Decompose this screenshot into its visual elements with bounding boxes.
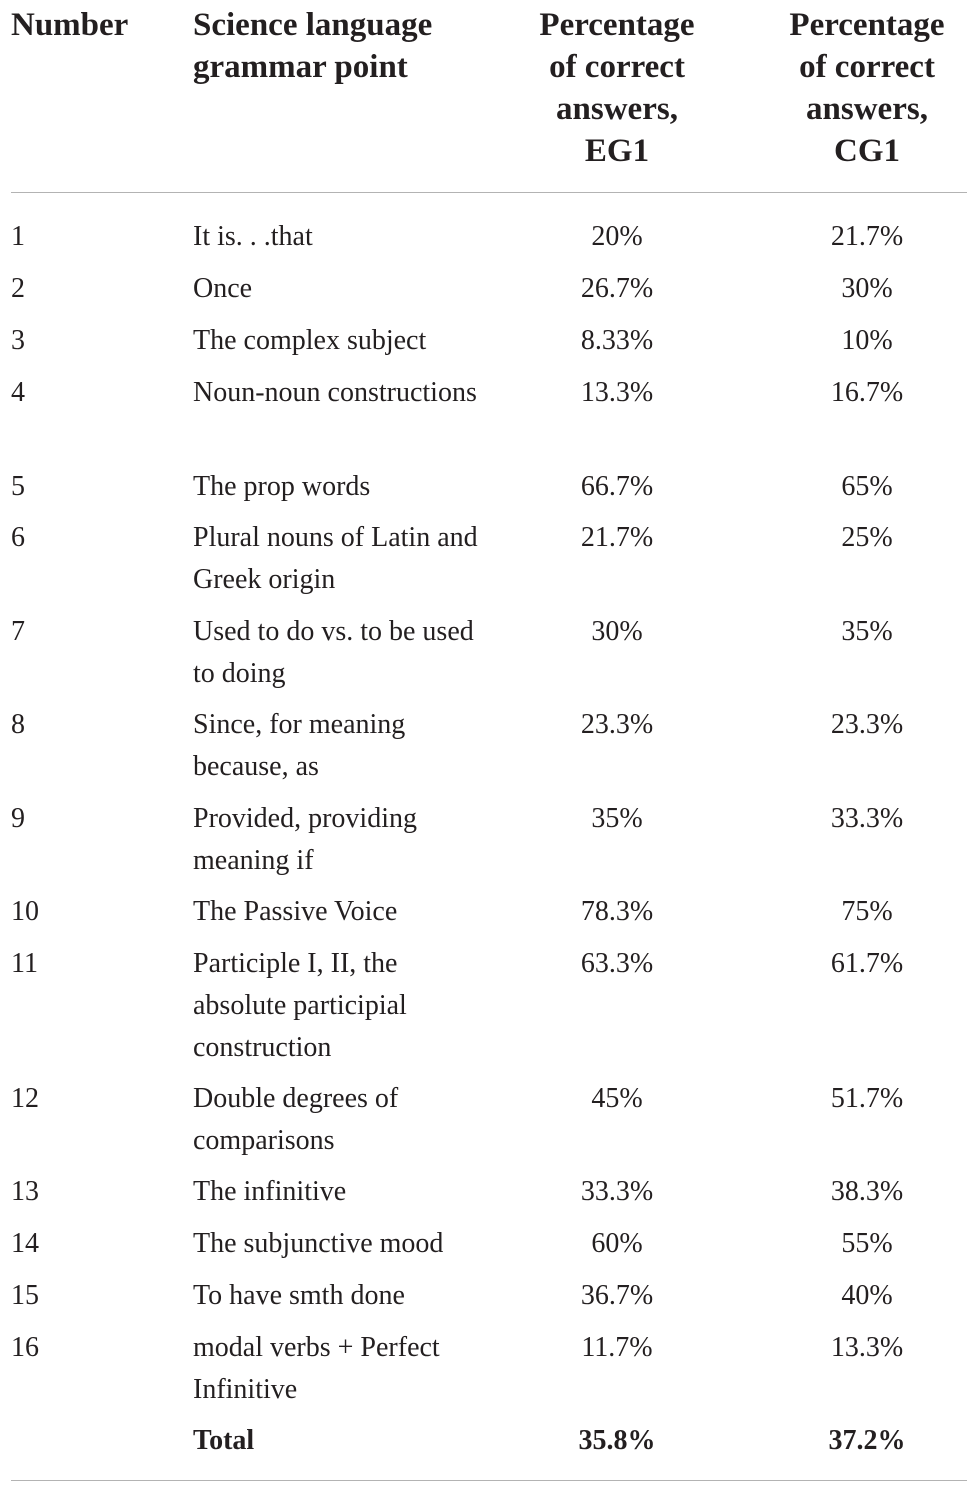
row-number: 8 bbox=[11, 709, 25, 740]
row-number: 13 bbox=[11, 1176, 39, 1207]
row-number: 3 bbox=[11, 325, 25, 356]
row-cg1: 55% bbox=[841, 1228, 893, 1259]
row-cg1: 61.7% bbox=[830, 948, 904, 979]
row-grammar-point: Participle I, II, the absolute participial construction bbox=[193, 948, 407, 1063]
row-number: 9 bbox=[11, 803, 25, 834]
row-cg1: 75% bbox=[841, 896, 893, 927]
table-header bbox=[0, 0, 979, 194]
row-eg1: 13.3% bbox=[580, 377, 654, 408]
row-grammar-point: The complex subject bbox=[193, 325, 427, 356]
row-grammar-point: modal verbs + Perfect Infinitive bbox=[193, 1332, 440, 1405]
row-eg1: 23.3% bbox=[580, 709, 654, 740]
row-eg1: 45% bbox=[591, 1083, 643, 1114]
row-eg1: 33.3% bbox=[580, 1176, 654, 1207]
row-eg1: 63.3% bbox=[580, 948, 654, 979]
row-cg1: 51.7% bbox=[830, 1083, 904, 1114]
row-eg1: 30% bbox=[591, 616, 643, 647]
row-cg1: 13.3% bbox=[830, 1332, 904, 1363]
row-cg1: 23.3% bbox=[830, 709, 904, 740]
row-grammar-point: Double degrees of comparisons bbox=[193, 1083, 399, 1156]
row-cg1: 21.7% bbox=[830, 221, 904, 252]
row-cg1: 10% bbox=[841, 325, 893, 356]
row-grammar-point: It is. . .that bbox=[193, 221, 313, 252]
row-eg1: 60% bbox=[591, 1228, 643, 1259]
row-eg1: 8.33% bbox=[580, 325, 654, 356]
row-cg1: 65% bbox=[841, 471, 893, 502]
row-number: 5 bbox=[11, 471, 25, 502]
row-grammar-point: The infinitive bbox=[193, 1176, 347, 1207]
row-grammar-point: The Passive Voice bbox=[193, 896, 398, 927]
row-number: 11 bbox=[11, 948, 38, 979]
row-number: 7 bbox=[11, 616, 25, 647]
row-eg1: 78.3% bbox=[580, 896, 654, 927]
row-cg1: 33.3% bbox=[830, 803, 904, 834]
row-grammar-point: Used to do vs. to be used to doing bbox=[193, 616, 474, 689]
row-cg1: 40% bbox=[841, 1280, 893, 1311]
row-eg1: 26.7% bbox=[580, 273, 654, 304]
row-cg1: 25% bbox=[841, 522, 893, 553]
row-eg1: 36.7% bbox=[580, 1280, 654, 1311]
row-number: 6 bbox=[11, 522, 25, 553]
total-label: Total bbox=[193, 1425, 255, 1456]
row-cg1: 35% bbox=[841, 616, 893, 647]
row-grammar-point: Since, for meaning because, as bbox=[193, 709, 406, 782]
row-grammar-point: The prop words bbox=[193, 471, 371, 502]
row-number: 15 bbox=[11, 1280, 39, 1311]
row-eg1: 20% bbox=[591, 221, 643, 252]
row-grammar-point: Noun-noun constructions bbox=[193, 377, 477, 408]
row-grammar-point: Plural nouns of Latin and Greek origin bbox=[193, 522, 478, 595]
row-grammar-point: The subjunctive mood bbox=[193, 1228, 444, 1259]
row-number: 12 bbox=[11, 1083, 39, 1114]
row-eg1: 66.7% bbox=[580, 471, 654, 502]
row-eg1: 35% bbox=[591, 803, 643, 834]
header-number: Number bbox=[11, 7, 129, 43]
row-grammar-point: Provided, providing meaning if bbox=[193, 803, 417, 876]
row-cg1: 30% bbox=[841, 273, 893, 304]
row-eg1: 21.7% bbox=[580, 522, 654, 553]
row-number: 2 bbox=[11, 273, 25, 304]
row-grammar-point: Once bbox=[193, 273, 253, 304]
row-cg1: 38.3% bbox=[830, 1176, 904, 1207]
total-eg1: 35.8% bbox=[578, 1425, 656, 1456]
header-cg1: Percentage of correct answers, CG1 bbox=[789, 7, 945, 169]
row-grammar-point: To have smth done bbox=[193, 1280, 405, 1311]
row-number: 4 bbox=[11, 377, 25, 408]
row-number: 16 bbox=[11, 1332, 39, 1363]
header-eg1: Percentage of correct answers, EG1 bbox=[539, 7, 695, 169]
row-number: 10 bbox=[11, 896, 39, 927]
total-cg1: 37.2% bbox=[828, 1425, 906, 1456]
row-cg1: 16.7% bbox=[830, 377, 904, 408]
row-eg1: 11.7% bbox=[581, 1332, 653, 1363]
row-number: 14 bbox=[11, 1228, 39, 1259]
table-bottom-divider bbox=[11, 1480, 967, 1481]
row-number: 1 bbox=[11, 221, 25, 252]
header-grammar-point: Science language grammar point bbox=[193, 7, 433, 85]
header-divider bbox=[11, 192, 967, 193]
